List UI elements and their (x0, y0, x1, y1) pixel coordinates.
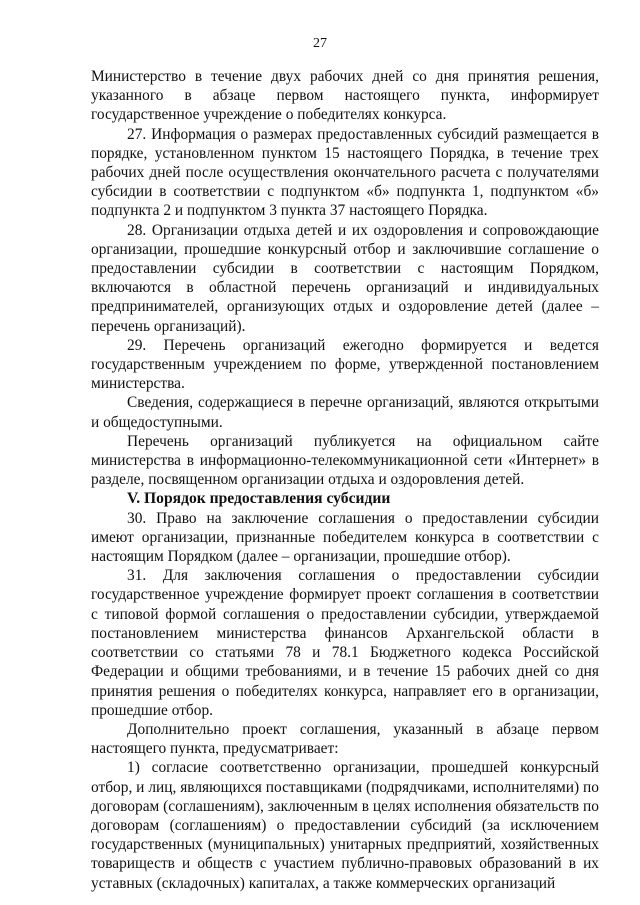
paragraph: Дополнительно проект соглашения, указанный в абзаце первом настоящего пункта, предусматривает: (91, 720, 599, 758)
document-body (91, 67, 599, 893)
section-title: V. Порядок предоставления субсидии (127, 490, 391, 508)
page-number: 27 (313, 36, 327, 51)
paragraph: 28. Организации отдыха детей и их оздоровления и сопровождающие организации, прошедшие конкурсный отбор и заключившие соглашение о предоставлении субсидии в соответствии с настоящим Порядком, включаются в областной перечень организаций и индивидуальных предпринимателей, организующих отдых и оздоровление детей (далее – перечень организаций). (91, 221, 599, 335)
paragraph: 30. Право на заключение соглашения о предоставлении субсидии имеют организации, признанные победителем конкурса в соответствии с настоящим Порядком (далее – организации, прошедшие отбор). (91, 509, 599, 566)
paragraph: Министерство в течение двух рабочих дней со дня принятия решения, указанного в абзаце первом настоящего пункта, информирует государственное учреждение о победителях конкурса. (91, 68, 599, 124)
paragraph: Сведения, содержащиеся в перечне организаций, являются открытыми и общедоступными. (91, 394, 599, 431)
paragraphs-before (91, 67, 599, 489)
paragraph: Перечень организаций публикуется на официальном сайте министерства в информационно-телекоммуникационной сети «Интернет» в разделе, посвященном организации отдыха и оздоровления детей. (91, 432, 599, 489)
paragraph: 1) согласие соответственно организации, прошедшей конкурсный отбор, и лиц, являющихся поставщиками (подрядчиками, исполнителями) по договорам (соглашениям), заключенным в целях исполнения обязательств по договорам (соглашениям) о предоставлении субсидий (за исключением государственных (муниципальных) унитарных предприятий, хозяйственных товариществ и обществ с участием публично-правовых образований в их уставных (складочных) капиталах, а также коммерческих организаций (91, 759, 599, 892)
paragraph: 29. Перечень организаций ежегодно формируется и ведется государственным учреждением по форме, утвержденной постановлением министерства. (91, 336, 599, 393)
paragraph: 27. Информация о размерах предоставленных субсидий размещается в порядке, установленном пунктом 15 настоящего Порядка, в течение трех рабочих дней после осуществления окончательного расчета с получателями субсидии в соответствии с подпунктом «б» подпункта 1, подпунктом «б» подпункта 2 и подпунктом 3 пункта 37 настоящего Порядка. (91, 125, 599, 220)
paragraph: 31. Для заключения соглашения о предоставлении субсидии государственное учреждение формирует проект соглашения в соответствии с типовой формой соглашения о предоставлении субсидии, утверждаемой постановлением министерства финансов Архангельской области в соответствии со статьями 78 и 78.1 Бюджетного кодекса Российской Федерации и общими требованиями, и в течение 15 рабочих дней со дня принятия решения о победителях конкурса, направляет его в организации, прошедшие отбор. (91, 567, 599, 719)
paragraphs-after (91, 509, 599, 893)
